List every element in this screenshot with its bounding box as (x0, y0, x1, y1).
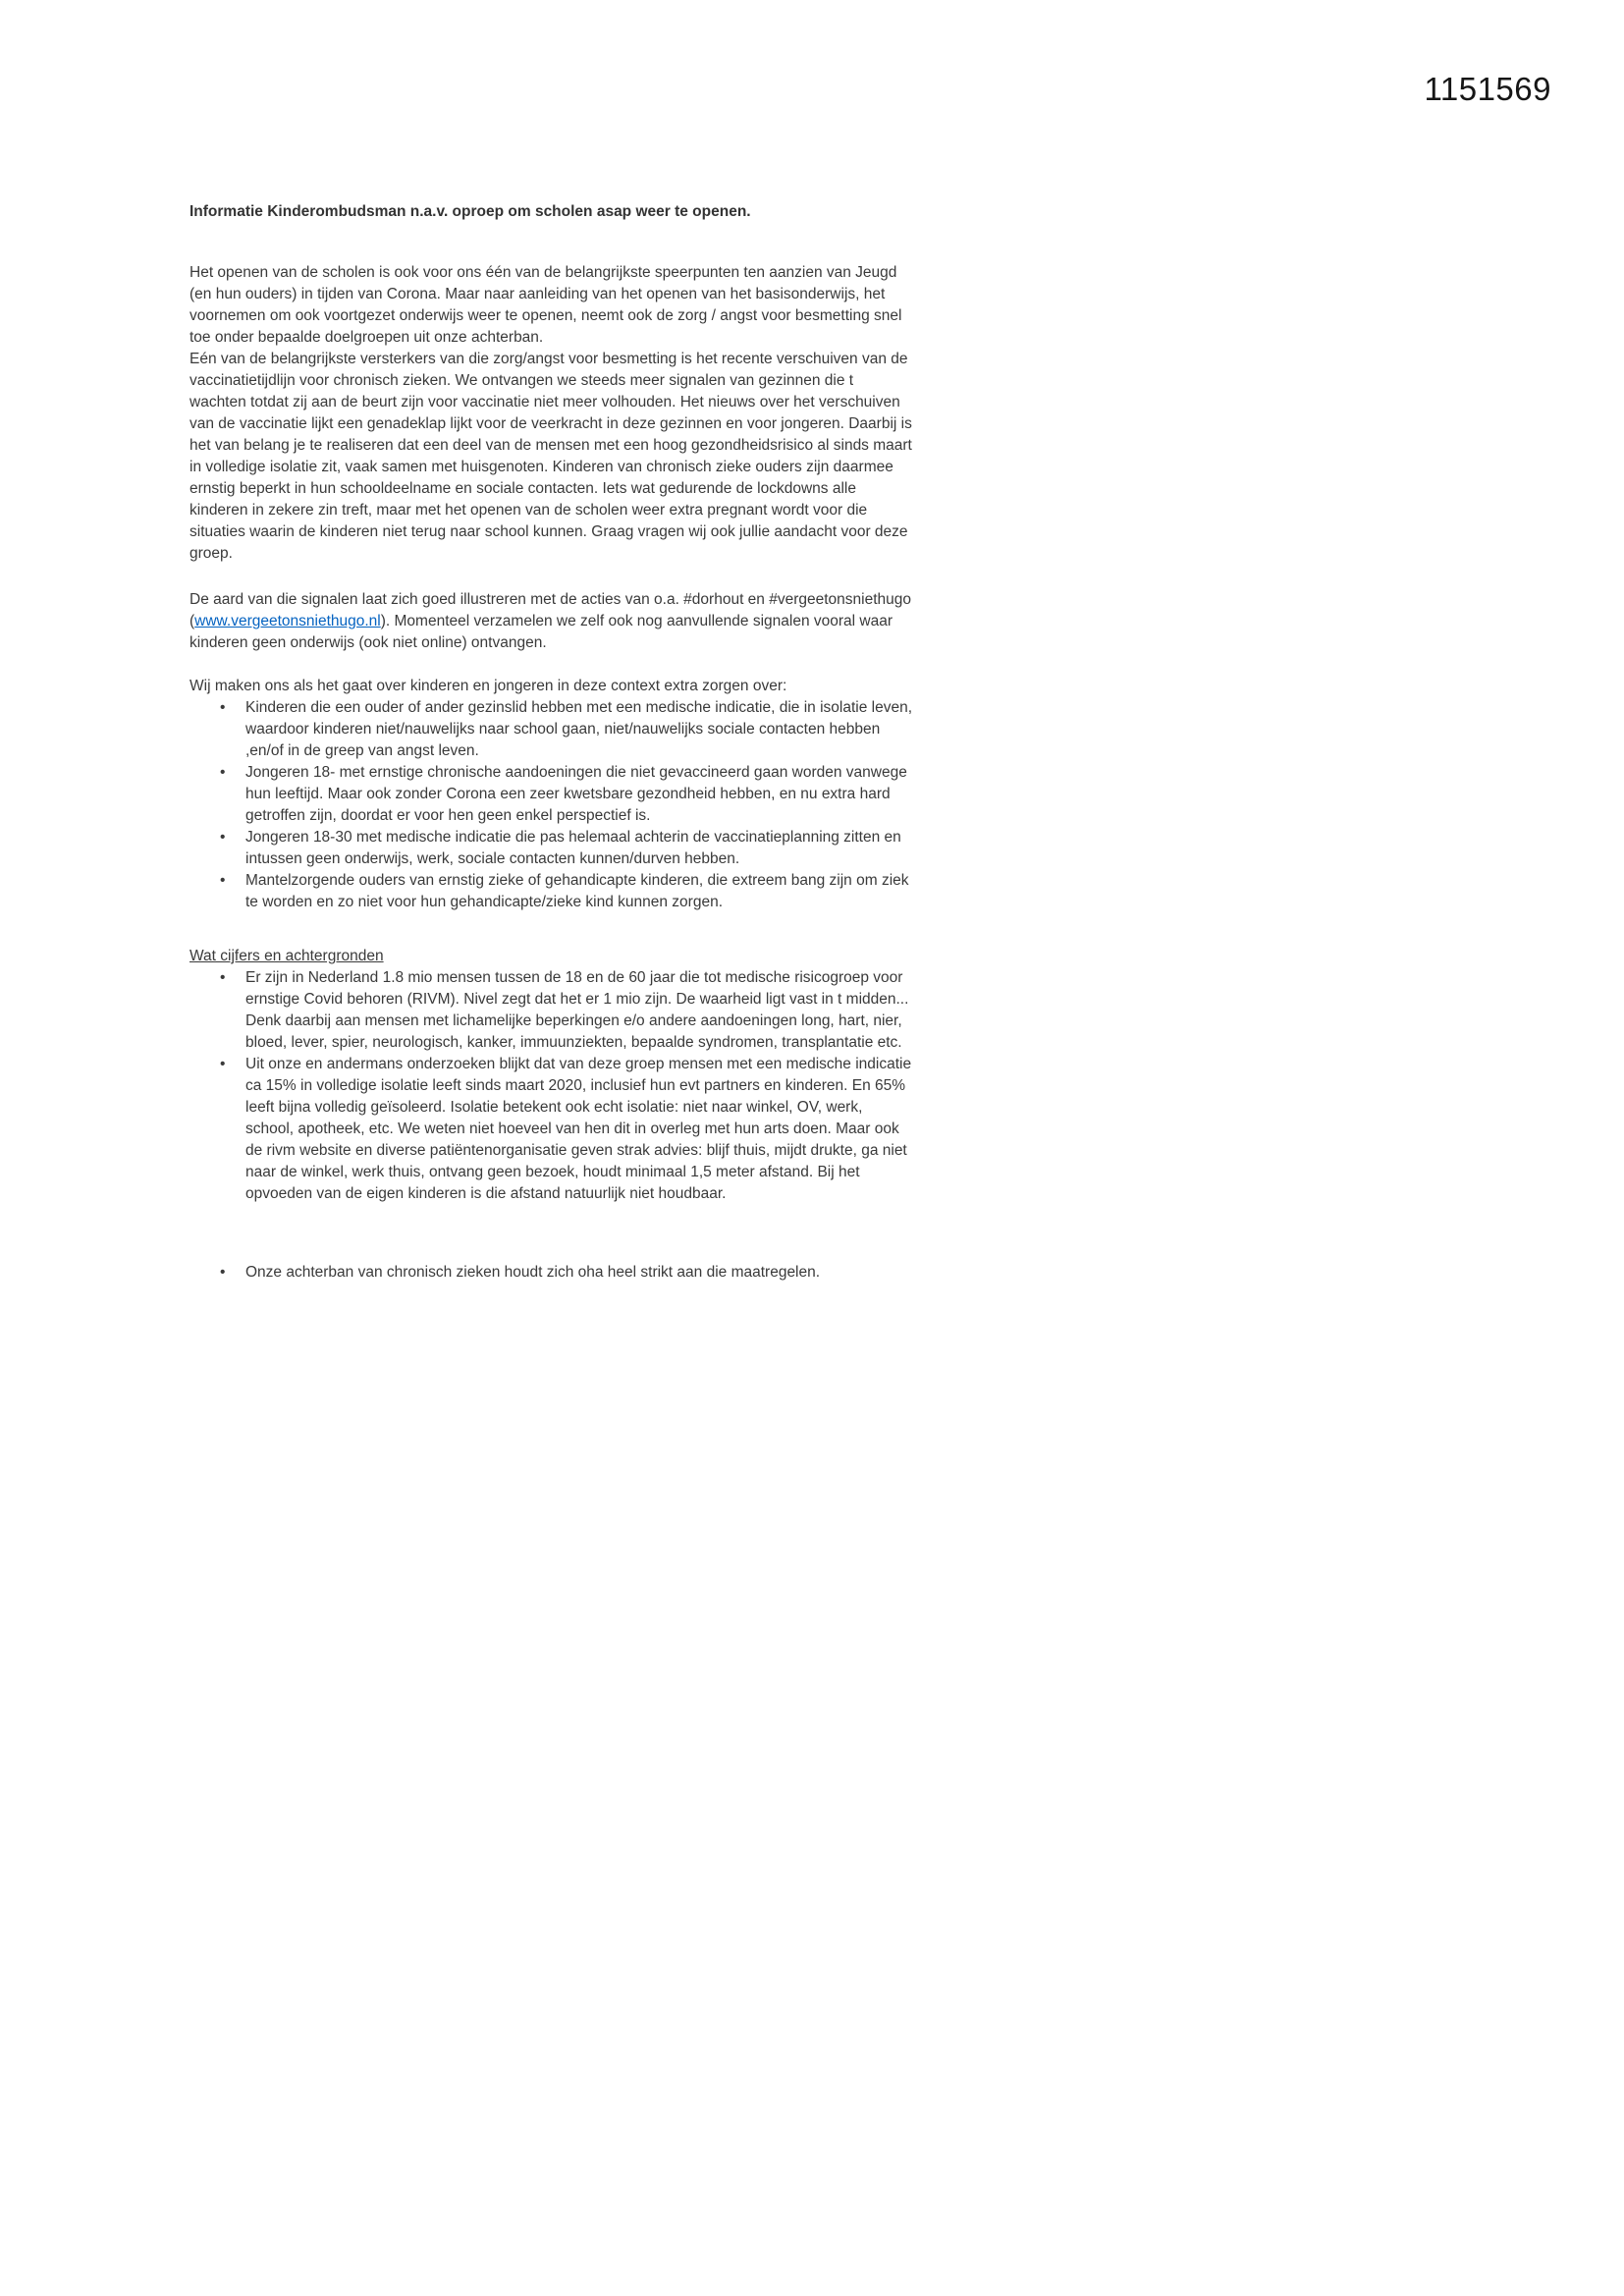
vergeetonsniethugo-link[interactable]: www.vergeetonsniethugo.nl (194, 613, 381, 629)
bullet-item-isolated-family: • Kinderen die een ouder of ander gezinslid hebben met een medische indicatie, die in isolatie leven, waardoor kinderen niet/nauwelijks naar school gaan, niet/nauwelijks sociale contacten hebben ,en/of in de greep van angst leven. (245, 697, 913, 762)
section-heading-figures: Wat cijfers en achtergronden (189, 948, 384, 964)
document-content (189, 201, 913, 1284)
bullet-item-strict-measures: • Onze achterban van chronisch zieken houdt zich oha heel strikt aan die maatregelen. (245, 1262, 913, 1284)
bullet-item-youth-18-30: • Jongeren 18-30 met medische indicatie die pas helemaal achterin de vaccinatieplanning zitten en intussen geen onderwijs, werk, sociale contacten kunnen/durven hebben. (245, 827, 913, 870)
paragraph-vaccination-signals: Eén van de belangrijkste versterkers van die zorg/angst voor besmetting is het recente verschuiven van de vaccinatietijdlijn voor chronisch zieken. We ontvangen we steeds meer signalen van gezinnen die t wachten totdat zij aan de beurt zijn voor vaccinatie niet meer volhouden. Het nieuws over het verschuiven van de vaccinatie lijkt een genadeklap lijkt voor de veerkracht in deze gezinnen en voor jongeren. Daarbij is het van belang je te realiseren dat een deel van de mensen met een hoog gezondheidsrisico al sinds maart in volledige isolatie zit, vaak samen met huisgenoten. Kinderen van chronisch zieke ouders zijn daarmee ernstig beperkt in hun schooldeelname en sociale contacten. Iets wat gedurende de lockdowns alle kinderen in zekere zin treft, maar met het openen van de scholen weer extra pregnant wordt voor die situaties waarin de kinderen niet terug naar school kunnen. Graag vragen wij ook jullie aandacht voor deze groep. (189, 351, 912, 562)
concerns-list (189, 697, 913, 913)
paragraph-actions (189, 589, 913, 654)
paragraph-actions-before-link: De aard van die signalen laat zich goed illustreren met de acties van o.a. #dorhout en #vergeetonsniethugo ( (189, 591, 912, 629)
paragraph-actions-after-link: ). Momenteel verzamelen we zelf ook nog aanvullende signalen vooral waar kinderen geen onderwijs (ook niet online) ontvangen. (189, 613, 893, 651)
bullet-item-youth-under-18: • Jongeren 18- met ernstige chronische aandoeningen die niet gevaccineerd gaan worden vanwege hun leeftijd. Maar ook zonder Corona een zeer kwetsbare gezondheid hebben, en nu extra hard getroffen zijn, doordat er voor hen geen enkel perspectief is. (245, 762, 913, 827)
document-title: Informatie Kinderombudsman n.a.v. oproep om scholen asap weer te openen. (189, 203, 751, 220)
facts-list (189, 967, 913, 1284)
document-number-stamp: 1151569 (1424, 71, 1551, 107)
bullet-item-caregiver-parents: • Mantelzorgende ouders van ernstig zieke of gehandicapte kinderen, die extreem bang zijn om ziek te worden en zo niet voor hun gehandicapte/zieke kind kunnen zorgen. (245, 870, 913, 913)
bullet-item-isolation-research: • Uit onze en andermans onderzoeken blijkt dat van deze groep mensen met een medische indicatie ca 15% in volledige isolatie leeft sinds maart 2020, inclusief hun evt partners en kinderen. En 65% leeft bijna volledig geïsoleerd. Isolatie betekent ook echt isolatie: niet naar winkel, OV, werk, school, apotheek, etc. We weten niet hoeveel van hen dit in overleg met hun arts doen. Maar ook de rivm website en diverse patiëntenorganisatie geven strak advies: blijf thuis, mijdt drukte, ga niet naar de winkel, werk thuis, ontvang geen bezoek, houdt minimaal 1,5 meter afstand. Bij het opvoeden van de eigen kinderen is die afstand natuurlijk niet houdbaar. (245, 1054, 913, 1205)
paragraph-opening-schools: Het openen van de scholen is ook voor ons één van de belangrijkste speerpunten ten aanzien van Jeugd (en hun ouders) in tijden van Corona. Maar naar aanleiding van het openen van het basisonderwijs, het voornemen om ook voortgezet onderwijs weer te openen, neemt ook de zorg / angst voor besmetting snel toe onder bepaalde doelgroepen uit onze achterban. (189, 264, 902, 346)
concerns-intro: Wij maken ons als het gaat over kinderen en jongeren in deze context extra zorgen over: (189, 678, 787, 694)
bullet-item-risk-group-numbers: • Er zijn in Nederland 1.8 mio mensen tussen de 18 en de 60 jaar die tot medische risicogroep voor ernstige Covid behoren (RIVM). Nivel zegt dat het er 1 mio zijn. De waarheid ligt vast in t midden... Denk daarbij aan mensen met lichamelijke beperkingen e/o andere aandoeningen long, hart, nier, bloed, lever, spier, neurologisch, kanker, immuunziekten, bepaalde syndromen, transplantatie etc. (245, 967, 913, 1054)
